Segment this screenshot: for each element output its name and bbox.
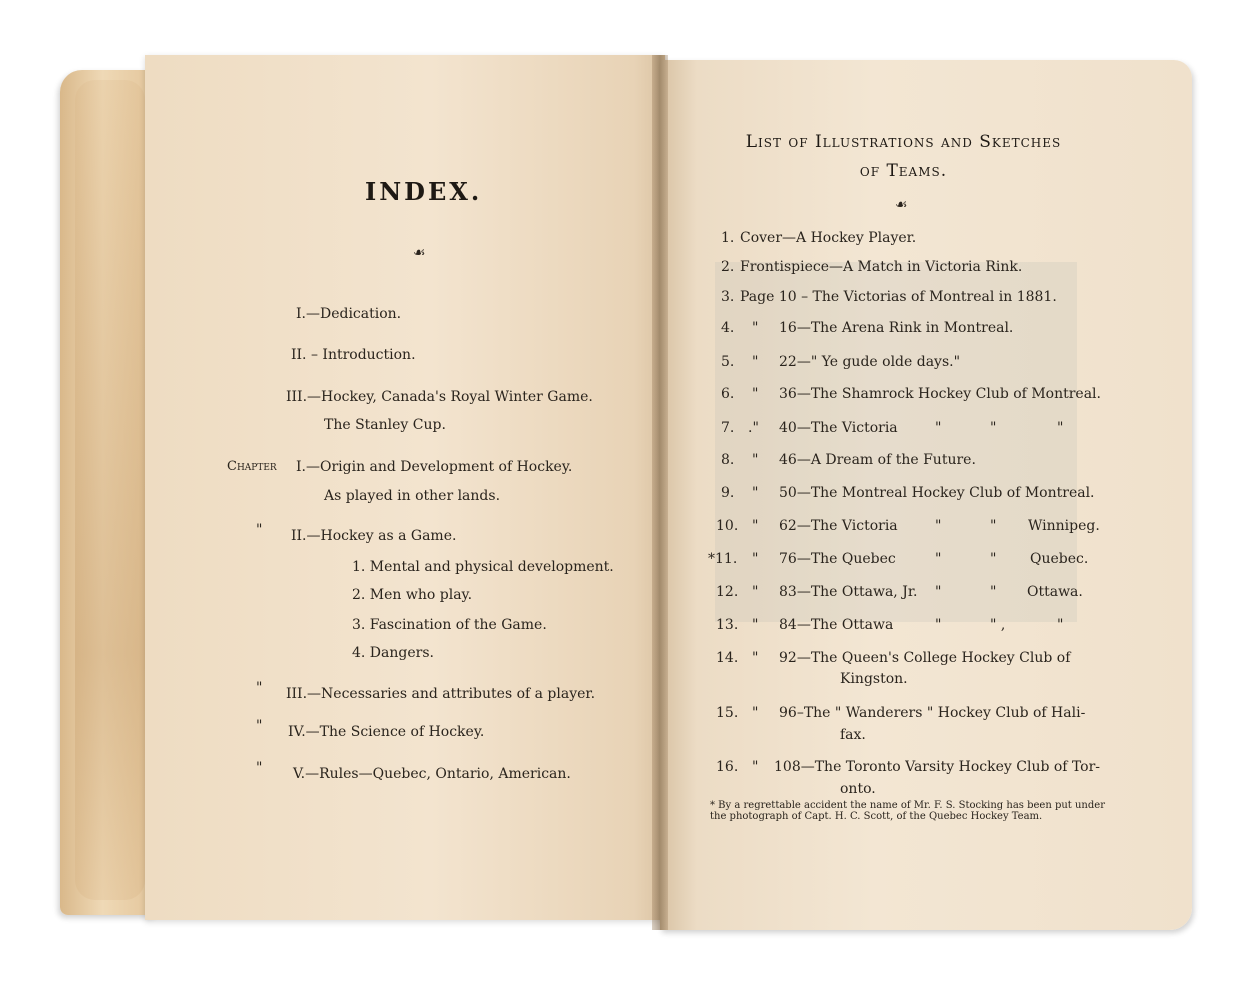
illustrations-title: [726, 128, 1081, 186]
index-sub-3: 3. Fascination of the Game.: [352, 617, 547, 633]
ditto-mark: .": [748, 420, 759, 436]
index-entry-hockey: III.—Hockey, Canada's Royal Winter Game.: [286, 389, 593, 405]
ditto-mark: ": [752, 759, 759, 775]
ditto-mark: ": [935, 551, 942, 567]
index-sub-2: 2. Men who play.: [352, 587, 473, 603]
list-item-num: 13.: [716, 617, 739, 633]
list-item-num: 15.: [716, 705, 739, 721]
list-item-num: 16.: [716, 759, 739, 775]
list-item-text: 84—The Ottawa: [779, 617, 894, 633]
ditto-mark: ": [990, 584, 997, 600]
list-item-text-cont: onto.: [840, 781, 876, 797]
index-chapter-5: V.—Rules—Quebec, Ontario, American.: [293, 766, 571, 782]
list-item-text: 83—The Ottawa, Jr.: [779, 584, 918, 600]
ditto-mark: ": [256, 680, 263, 696]
list-item-num: 4.: [721, 320, 735, 336]
list-item-text: 46—A Dream of the Future.: [779, 452, 976, 468]
illustrations-title-line2: of Teams.: [859, 161, 948, 181]
list-item-text: Cover—A Hockey Player.: [740, 230, 917, 246]
list-item-num: 1.: [721, 230, 735, 246]
list-item-num: 2.: [721, 259, 735, 275]
list-item-text: 108—The Toronto Varsity Hockey Club of Tor-: [774, 759, 1101, 775]
list-item-num: 3.: [721, 289, 735, 305]
index-chapter-3: III.—Necessaries and attributes of a player.: [286, 686, 596, 702]
ditto-mark: ": [752, 617, 759, 633]
ditto-mark: ": [256, 760, 263, 776]
ditto-mark: ": [990, 551, 997, 567]
list-item-text: 22—" Ye gude olde days.": [779, 354, 961, 370]
list-item-text: 36—The Shamrock Hockey Club of Montreal.: [779, 386, 1101, 402]
index-entry-introduction: II. – Introduction.: [291, 347, 416, 363]
ditto-mark: ": [752, 518, 759, 534]
ditto-mark: ": [752, 705, 759, 721]
ditto-mark: ": [752, 354, 759, 370]
ornament-icon: ☙: [895, 197, 908, 213]
footnote: * By a regrettable accident the name of Mr. F. S. Stocking has been put under the photograph of Capt. H. C. Scott, of the Quebec Hockey Team.: [710, 800, 1105, 822]
list-item-text: 62—The Victoria: [779, 518, 898, 534]
index-entry-stanley-cup: The Stanley Cup.: [324, 417, 446, 433]
list-item-place: Quebec.: [1030, 551, 1089, 567]
list-item-num: 8.: [721, 452, 735, 468]
ditto-mark: ": [752, 452, 759, 468]
list-item-text-cont: Kingston.: [840, 671, 908, 687]
ditto-mark: ": [990, 420, 997, 436]
list-item-place: Ottawa.: [1027, 584, 1083, 600]
index-entry-dedication: I.—Dedication.: [296, 306, 402, 322]
list-item-num: 5.: [721, 354, 735, 370]
ditto-mark: ": [256, 718, 263, 734]
list-item-text: 50—The Montreal Hockey Club of Montreal.: [779, 485, 1095, 501]
photo-bleed-through: [715, 262, 1077, 622]
ornament-icon: ☙: [413, 245, 426, 261]
list-item-place: Winnipeg.: [1028, 518, 1100, 534]
list-item-text: 16—The Arena Rink in Montreal.: [779, 320, 1014, 336]
list-item-text: 96–The " Wanderers " Hockey Club of Hali-: [779, 705, 1086, 721]
ditto-mark: ": [752, 551, 759, 567]
water-stain: [75, 80, 145, 900]
ditto-mark: ": [752, 320, 759, 336]
list-item-text-cont: fax.: [840, 727, 866, 743]
index-title: INDEX.: [365, 177, 483, 206]
ditto-mark: ": [256, 522, 263, 538]
ditto-mark: ": [752, 650, 759, 666]
list-item-num: *11.: [708, 551, 738, 567]
chapter-label: Chapter: [227, 459, 277, 474]
list-item-text: 92—The Queen's College Hockey Club of: [779, 650, 1071, 666]
index-chapter-1: I.—Origin and Development of Hockey.: [296, 459, 573, 475]
list-item-num: 6.: [721, 386, 735, 402]
index-sub-1: 1. Mental and physical development.: [352, 559, 614, 575]
ditto-mark: ": [935, 584, 942, 600]
index-sub-4: 4. Dangers.: [352, 645, 434, 661]
ditto-mark: ": [752, 386, 759, 402]
illustrations-title-line1: List of Illustrations and Sketches: [745, 132, 1062, 152]
list-item-num: 14.: [716, 650, 739, 666]
ditto-mark: ": [1057, 617, 1064, 633]
list-item-text: 76—The Quebec: [779, 551, 896, 567]
index-chapter-1-sub: As played in other lands.: [324, 488, 501, 504]
index-chapter-4: IV.—The Science of Hockey.: [288, 724, 485, 740]
list-item-text: Page 10 – The Victorias of Montreal in 1881.: [740, 289, 1057, 305]
list-item-num: 10.: [716, 518, 739, 534]
ditto-mark: " ,: [990, 617, 1006, 633]
ditto-mark: ": [935, 617, 942, 633]
list-item-num: 9.: [721, 485, 735, 501]
list-item-text: Frontispiece—A Match in Victoria Rink.: [740, 259, 1023, 275]
ditto-mark: ": [752, 485, 759, 501]
index-chapter-2: II.—Hockey as a Game.: [291, 528, 457, 544]
ditto-mark: ": [935, 518, 942, 534]
ditto-mark: ": [752, 584, 759, 600]
book-gutter: [652, 55, 668, 930]
ditto-mark: ": [1057, 420, 1064, 436]
ditto-mark: ": [990, 518, 997, 534]
list-item-num: 7.: [721, 420, 735, 436]
ditto-mark: ": [935, 420, 942, 436]
list-item-num: 12.: [716, 584, 739, 600]
list-item-text: 40—The Victoria: [779, 420, 898, 436]
